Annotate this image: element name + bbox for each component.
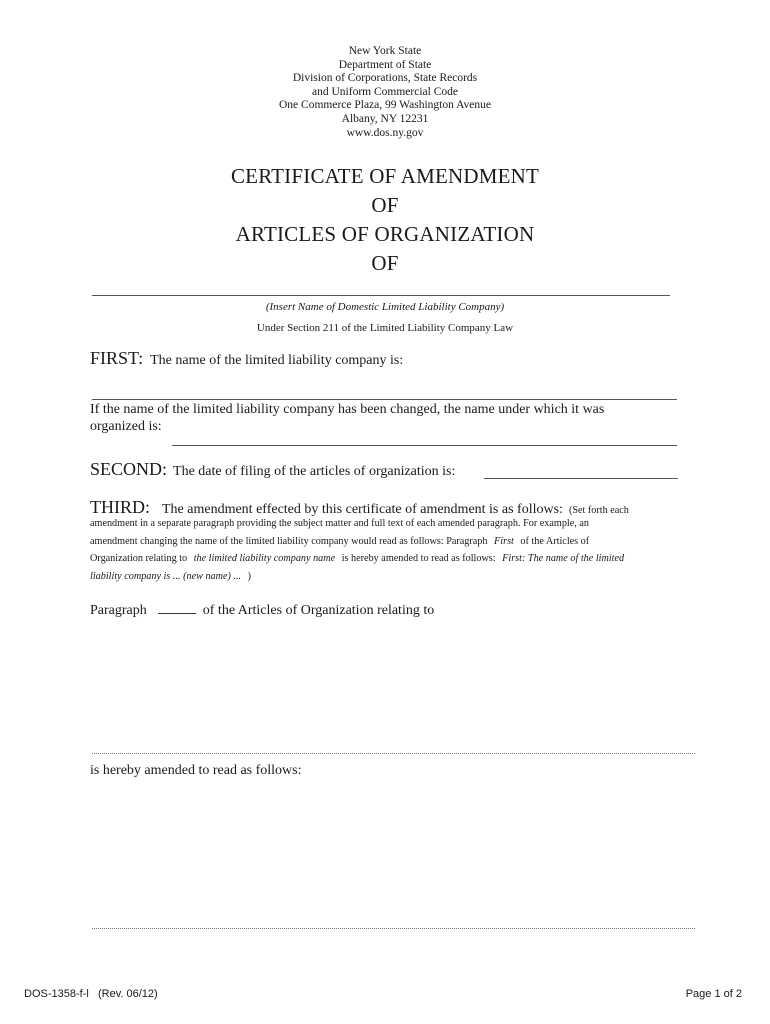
changed-name-line-1: If the name of the limited liability company has been changed, the name under which it was [90,402,605,417]
header-address: One Commerce Plaza, 99 Washington Avenue [279,99,491,112]
company-name-field[interactable] [92,276,670,296]
original-name-field[interactable] [172,427,677,446]
note-line-5-italic: liability company is ... (new name) ... [90,570,242,582]
agency-header [0,45,770,140]
first-text: The name of the limited liability company is: [150,353,404,368]
page-number: Page 1 of 2 [685,988,742,1000]
header-division: Division of Corporations, State Records [292,72,478,85]
llc-name-field[interactable] [92,380,677,400]
form-id: DOS-1358-f-l (Rev. 06/12) [24,988,158,1000]
note-line-3-text: amendment changing the name of the limited liability company would read as follows: Paragraph [90,535,488,547]
law-reference: Under Section 211 of the Limited Liability Company Law [256,322,514,334]
title-line-4: OF [371,251,399,275]
header-state: New York State [348,45,422,57]
first-section [90,348,403,369]
second-label: SECOND: [90,459,168,479]
note-line-3 [90,533,690,551]
paragraph-row [90,597,434,619]
company-name-caption: (Insert Name of Domestic Limited Liability Company) [265,301,505,313]
document-title [0,163,770,276]
header-department: Department of State [338,58,432,71]
third-text: The amendment effected by this certificate of amendment is as follows: [162,502,563,517]
first-label: FIRST: [90,348,144,368]
note-line-4-mid: is hereby amended to read as follows: [341,553,496,565]
title-line-3: ARTICLES OF ORGANIZATION [235,222,535,246]
note-line-4-example: First: The name of the limited [502,553,625,565]
relating-text: of the Articles of Organization relating to [202,603,435,618]
title-line-1: CERTIFICATE OF AMENDMENT [230,164,540,188]
subject-field[interactable] [92,737,695,754]
note-line-2: amendment in a separate paragraph providing the subject matter and full text of each amended paragraph. For example, an [90,518,589,529]
header-division-cont: and Uniform Commercial Code [312,85,458,98]
third-note-lead: (Set forth each [568,505,629,516]
second-text: The date of filing of the articles of organization is: [173,464,456,479]
note-line-4 [90,550,690,568]
filing-date-field[interactable] [484,460,678,479]
third-label: THIRD: [90,497,150,517]
note-line-3-first: First [494,535,514,547]
note-line-5 [90,568,690,586]
second-section [90,459,455,480]
third-instructions [90,515,690,585]
paragraph-label: Paragraph [90,603,147,618]
note-line-3-end: of the Articles of [520,535,590,547]
amended-text: is hereby amended to read as follows: [90,763,302,778]
paragraph-number-field[interactable] [158,597,196,614]
header-city: Albany, NY 12231 [341,112,429,125]
note-line-5-end: ) [247,570,252,582]
new-text-field[interactable] [92,912,695,929]
header-website: www.dos.ny.gov [346,126,424,139]
note-line-4-text: Organization relating to [90,553,188,565]
changed-name-line-2: organized is: [90,419,162,434]
title-line-2: OF [371,193,399,217]
note-line-4-italic: the limited liability company name [193,553,336,565]
